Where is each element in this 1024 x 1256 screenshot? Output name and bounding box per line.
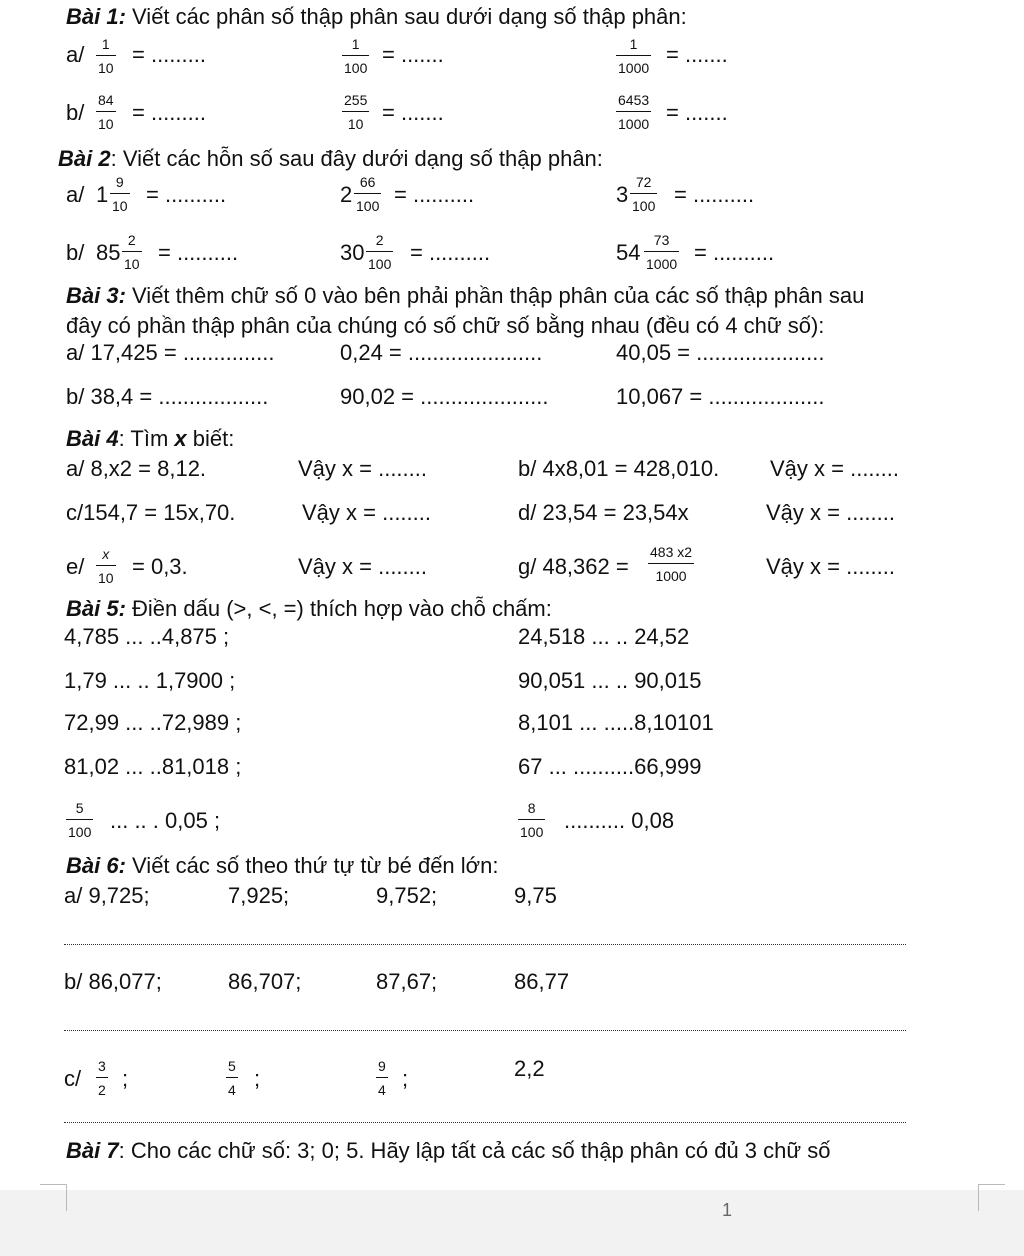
fraction: $\frac{2}{100}$ [368, 232, 392, 272]
fraction: $\frac{1}{10}$ [98, 36, 114, 76]
answer-blank: = ......... [132, 100, 206, 125]
exercise-4-answer: Vậy x = ........ [298, 554, 427, 579]
answer-blank: = .......... [694, 240, 775, 265]
fraction: $\frac{6453}{1000}$ [618, 92, 650, 132]
exercise-1-heading: Bài 1: Viết các phân số thập phân sau dưới dạng số thập phân: [66, 4, 687, 29]
fraction: $\frac{1}{1000}$ [618, 36, 650, 76]
exercise-3-item: 0,24 = ...................... [340, 340, 543, 365]
order-item: 87,67; [376, 969, 438, 994]
answer-blank: = ....... [666, 42, 728, 67]
order-item: 9,752; [376, 883, 438, 908]
exercise-4-item: b/ 4x8,01 = 428,010. [518, 456, 720, 481]
compare-item: 4,785 ... ..4,875 ; [64, 624, 230, 649]
fraction: $\frac{1}{100}$ [344, 36, 368, 76]
answer-blank: = .......... [394, 182, 475, 207]
exercise-2-heading: Bài 2: Viết các hỗn số sau đây dưới dạng số thập phân: [58, 146, 603, 171]
exercise-3-item: 90,02 = ..................... [340, 384, 549, 409]
compare-item: ... .. . 0,05 ; [110, 808, 221, 833]
fraction: $\frac{84}{10}$ [98, 92, 114, 132]
exercise-3-item: 40,05 = ..................... [616, 340, 825, 365]
mixed-whole: 54 [616, 240, 641, 265]
fraction: $\frac{2}{10}$ [124, 232, 140, 272]
compare-item: .......... 0,08 [564, 808, 675, 833]
exercise-5-heading: Bài 5: Điền dấu (>, <, =) thích hợp vào chỗ chấm: [66, 596, 552, 621]
label-c: c/ [64, 1066, 82, 1091]
exercise-3-item: a/ 17,425 = ............... [66, 340, 275, 365]
exercise-4-item: = 0,3. [132, 554, 188, 579]
exercise-3-heading-line2: đây có phần thập phân của chúng có số chữ số bằng nhau (đều có 4 chữ số): [66, 313, 825, 338]
order-item: 9,75 [514, 883, 557, 908]
exercise-4-item: c/154,7 = 15x,70. [66, 500, 236, 525]
label-e: e/ [66, 554, 85, 579]
exercise-3-item: 10,067 = ................... [616, 384, 825, 409]
compare-item: 24,518 ... .. 24,52 [518, 624, 690, 649]
answer-blank: = .......... [158, 240, 239, 265]
label-a: a/ [66, 182, 85, 207]
separator: ; [122, 1066, 129, 1091]
order-item: 86,707; [228, 969, 302, 994]
fraction: $\frac{3}{2}$ [98, 1058, 106, 1098]
separator: ; [402, 1066, 409, 1091]
answer-blank: = .......... [146, 182, 227, 207]
exercise-4-heading: Bài 4: Tìm x biết: [66, 426, 235, 451]
exercise-4-answer: Vậy x = ........ [770, 456, 899, 481]
answer-line [64, 1030, 906, 1031]
compare-item: 1,79 ... .. 1,7900 ; [64, 668, 236, 693]
order-item: b/ 86,077; [64, 969, 162, 994]
fraction: $\frac{483 x2}{1000}$ [650, 544, 693, 584]
fraction: $\frac{255}{10}$ [344, 92, 368, 132]
order-item: 86,77 [514, 969, 570, 994]
answer-blank: = ....... [382, 42, 444, 67]
exercise-6-heading: Bài 6: Viết các số theo thứ tự từ bé đến lớn: [66, 853, 499, 878]
order-item: a/ 9,725; [64, 883, 150, 908]
margin-corner-mark [40, 1184, 67, 1211]
exercise-4-item: a/ 8,x2 = 8,12. [66, 456, 207, 481]
margin-corner-mark [978, 1184, 1005, 1211]
mixed-whole: 1 [96, 182, 109, 207]
mixed-whole: 2 [340, 182, 353, 207]
page-number: 1 [722, 1200, 733, 1220]
fraction: $\frac{72}{100}$ [632, 174, 656, 214]
order-item: 7,925; [228, 883, 290, 908]
compare-item: 67 ... ..........66,999 [518, 754, 702, 779]
fraction: $\frac{73}{1000}$ [646, 232, 678, 272]
fraction: $\frac{66}{100}$ [356, 174, 380, 214]
separator: ; [254, 1066, 261, 1091]
fraction: $\frac{9}{10}$ [112, 174, 128, 214]
answer-blank: = .......... [674, 182, 755, 207]
compare-item: 81,02 ... ..81,018 ; [64, 754, 242, 779]
exercise-3-item: b/ 38,4 = .................. [66, 384, 269, 409]
fraction: $\frac{5}{4}$ [228, 1058, 236, 1098]
exercise-4-item: g/ 48,362 = [518, 554, 629, 579]
exercise-7-heading: Bài 7: Cho các chữ số: 3; 0; 5. Hãy lập tất cả các số thập phân có đủ 3 chữ số [66, 1138, 831, 1163]
fraction: $\frac{x}{10}$ [98, 546, 114, 586]
answer-line [64, 1122, 906, 1123]
answer-blank: = ....... [666, 100, 728, 125]
mixed-whole: 3 [616, 182, 629, 207]
mixed-whole: 85 [96, 240, 121, 265]
exercise-4-item: d/ 23,54 = 23,54x [518, 500, 689, 525]
answer-blank: = ......... [132, 42, 206, 67]
exercise-4-answer: Vậy x = ........ [298, 456, 427, 481]
fraction: $\frac{5}{100}$ [68, 800, 92, 840]
order-item: 2,2 [514, 1056, 545, 1081]
answer-line [64, 944, 906, 945]
exercise-4-answer: Vậy x = ........ [766, 554, 895, 579]
label-b: b/ [66, 240, 85, 265]
exercise-4-answer: Vậy x = ........ [766, 500, 895, 525]
fraction: $\frac{9}{4}$ [378, 1058, 386, 1098]
fraction: $\frac{8}{100}$ [520, 800, 544, 840]
compare-item: 90,051 ... .. 90,015 [518, 668, 702, 693]
answer-blank: = ....... [382, 100, 444, 125]
mixed-whole: 30 [340, 240, 365, 265]
exercise-4-answer: Vậy x = ........ [302, 500, 431, 525]
compare-item: 8,101 ... .....8,10101 [518, 710, 714, 735]
answer-blank: = .......... [410, 240, 491, 265]
compare-item: 72,99 ... ..72,989 ; [64, 710, 242, 735]
exercise-3-heading: Bài 3: Viết thêm chữ số 0 vào bên phải phần thập phân của các số thập phân sau [66, 283, 865, 308]
label-a: a/ [66, 42, 85, 67]
label-b: b/ [66, 100, 85, 125]
